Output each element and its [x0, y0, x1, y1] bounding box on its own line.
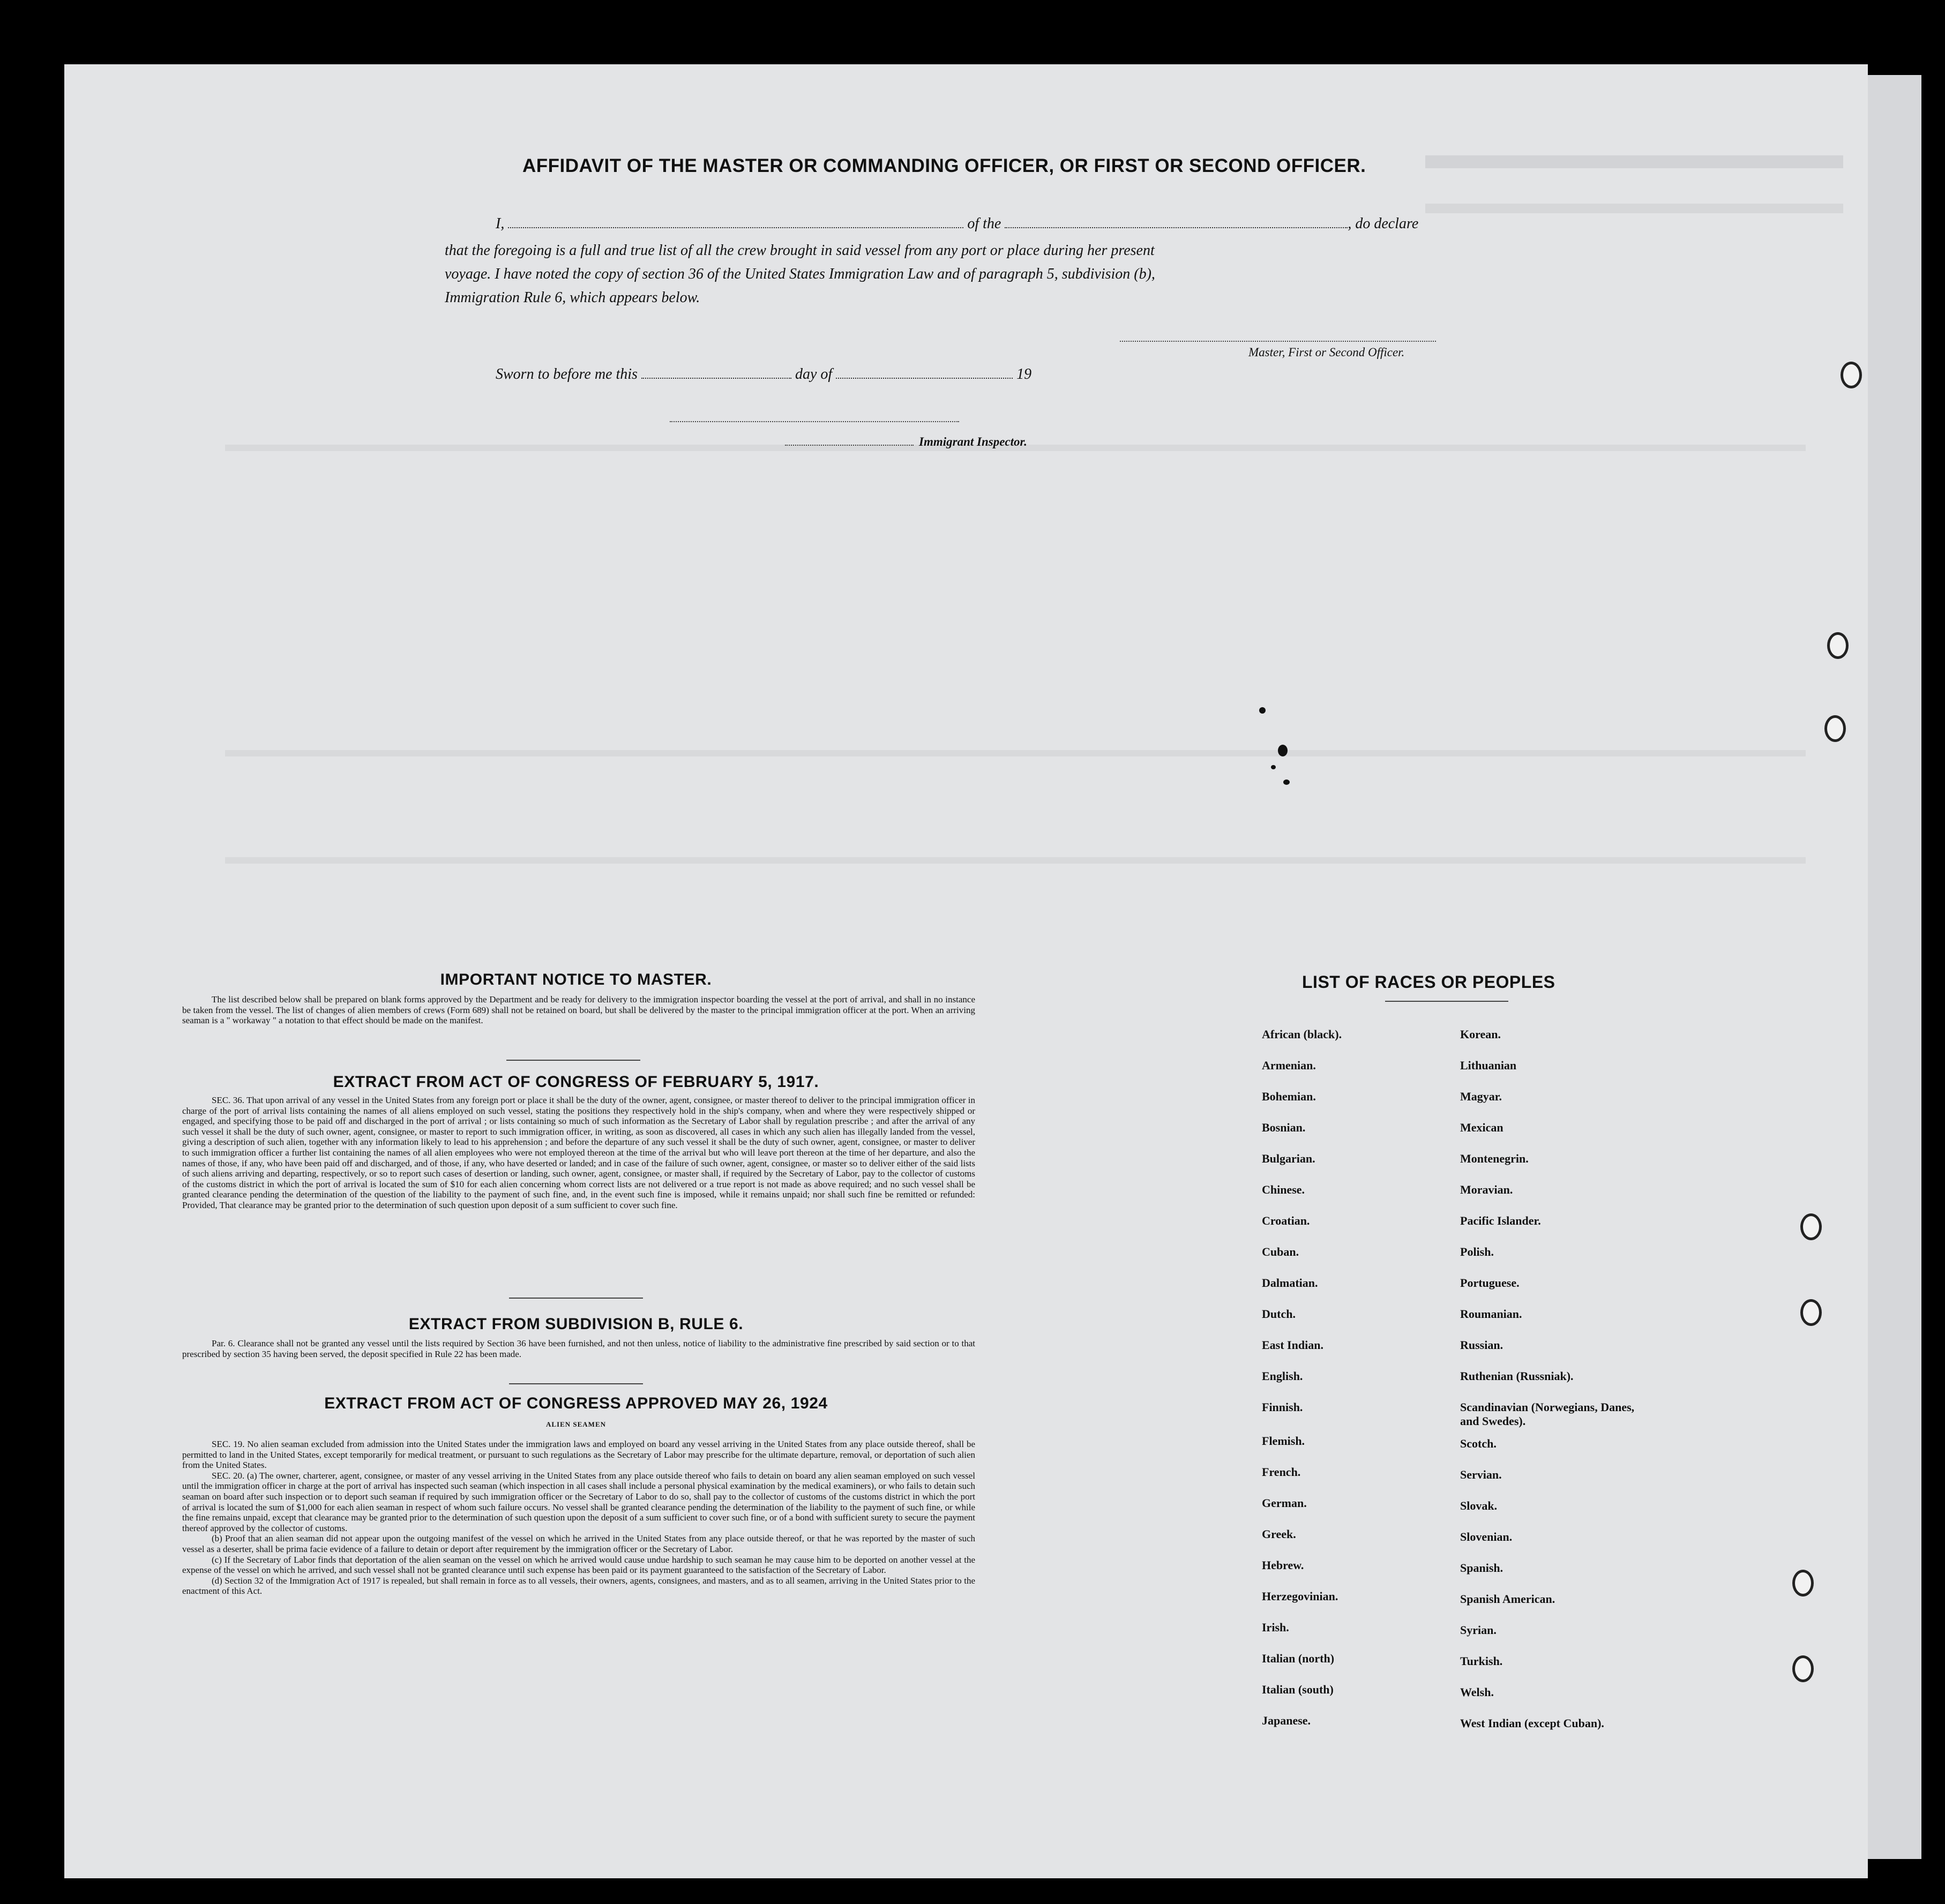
notice-text: The list described below shall be prepared on blank forms approved by the Department and be ready for delivery to the immigration inspector boarding the vessel at the port of arrival, and shall in no instance be taken from the vessel. The list of changes of alien members of crews (Form 689) shall not be retained on board, but shall be delivered by the master to the principal immigration officer at the port. When an arriving seaman is a " workaway " a notation to that effect should be made on the manifest.: [182, 994, 975, 1026]
race-item: English.: [1262, 1369, 1303, 1383]
affidavit-line-4: Immigration Rule 6, which appears below.: [445, 289, 700, 306]
extract-1924-title: EXTRACT FROM ACT OF CONGRESS APPROVED MAY 26, 1924: [324, 1395, 828, 1412]
race-item: Bulgarian.: [1262, 1152, 1315, 1165]
affidavit-line-2: that the foregoing is a full and true list of all the crew brought in said vessel from any port or place during her present: [445, 242, 1155, 259]
sec-20d-text: (d) Section 32 of the Immigration Act of 1917 is repealed, but shall remain in force as to all vessels, their owners, agents, consignees, and masters, and as to all seamen, arriving in the United States prior to the enactment of this Act.: [182, 1575, 975, 1596]
race-item: East Indian.: [1262, 1338, 1323, 1352]
ink-blot: [1259, 707, 1266, 714]
inspector-signature-line-1[interactable]: [670, 421, 959, 422]
race-item: Ruthenian (Russniak).: [1460, 1369, 1574, 1383]
extract-1917-title: EXTRACT FROM ACT OF CONGRESS OF FEBRUARY 5, 1917.: [333, 1073, 819, 1091]
binder-hole: [1800, 1299, 1822, 1326]
race-item: Russian.: [1460, 1338, 1503, 1352]
race-item: Portuguese.: [1460, 1276, 1520, 1290]
race-item: Herzegovinian.: [1262, 1590, 1338, 1603]
race-item: Greek.: [1262, 1527, 1296, 1541]
race-item: Spanish American.: [1460, 1592, 1555, 1606]
sworn-text: Sworn to before me this: [496, 366, 638, 383]
inspector-label: Immigrant Inspector.: [919, 435, 1027, 448]
race-item: Roumanian.: [1460, 1307, 1522, 1321]
ink-blot: [1278, 745, 1288, 756]
binder-hole: [1792, 1570, 1814, 1596]
affidavit-i: I,: [496, 215, 505, 232]
race-item: Cuban.: [1262, 1245, 1299, 1258]
race-item: Welsh.: [1460, 1685, 1494, 1699]
ink-blot: [1283, 779, 1290, 785]
race-item: Servian.: [1460, 1468, 1502, 1481]
race-item: African (black).: [1262, 1028, 1342, 1041]
extract-1917-text: SEC. 36. That upon arrival of any vessel in the United States from any foreign port or place it shall be the duty of the owner, agent, consignee, or master thereof to deliver to the principal immigration officer in charge of the port of arrival lists containing the names of all aliens employed on such vessel, stating the positions they respectively hold in the ship's company, when and where they were respectively shipped or engaged, and specifying those to be paid off and discharged in the port of arrival ; or lists containing so much of such information as the Secretary of Labor shall by regulation prescribe ; and after the arrival of any such vessel it shall be the duty of such owner, agent, consignee, or master to report to such immigration officer, in writing, as soon as discovered, all cases in which any such alien has illegally landed from the vessel, giving a description of such alien, together with any information likely to lead to his apprehension ; and before the departure of any such vessel it shall be the duty of such owner, agent, consignee, or master to deliver to such immigration officer a further list containing the names of all alien employees who were not employed thereon at the time of the arrival but who will leave port thereon at the time of her departure, and also the names of those, if any, who have been paid off and discharged, and of those, if any, who have deserted or landed; and in case of the failure of such owner, agent, consignee, or master so to deliver either of the said lists of such aliens arriving and departing, respectively, or so to report such cases of desertion or landing, such owner, agent, consignee, or master shall, if required by the Secretary of Labor, pay to the collector of customs of the customs district in which the port of arrival is located the sum of $10 for each alien concerning whom correct lists are not delivered or a true report is not made as above required; and no such vessel shall be granted clearance pending the determination of the question of the liability to the payment of such fine, and, in the event such fine is imposed, while it remains unpaid; nor shall such fine be remitted or refunded: Provided, That clearance may be granted prior to the determination of such question upon deposit of a sum sufficient to cover such fine.: [182, 1095, 975, 1210]
race-item: Lithuanian: [1460, 1059, 1517, 1072]
race-item: Scotch.: [1460, 1437, 1497, 1450]
bleed-through-mark: [225, 857, 1806, 864]
race-item: Bohemian.: [1262, 1090, 1316, 1103]
affidavit-title: AFFIDAVIT OF THE MASTER OR COMMANDING OFFICER, OR FIRST OR SECOND OFFICER.: [522, 155, 1366, 176]
race-item: Pacific Islander.: [1460, 1214, 1541, 1227]
race-item: West Indian (except Cuban).: [1460, 1716, 1604, 1730]
page-edge-strip: [1868, 75, 1921, 1859]
ink-blot: [1271, 765, 1276, 769]
race-item: Flemish.: [1262, 1434, 1305, 1448]
race-item: Scandinavian (Norwegians, Danes, and Swedes).: [1460, 1400, 1635, 1428]
race-item: Finnish.: [1262, 1400, 1303, 1414]
race-item: Turkish.: [1460, 1654, 1503, 1668]
race-item: Magyar.: [1460, 1090, 1502, 1103]
race-item: Bosnian.: [1262, 1121, 1306, 1134]
race-item: Croatian.: [1262, 1214, 1310, 1227]
race-item: Hebrew.: [1262, 1558, 1304, 1572]
day-of-text: day of: [795, 366, 833, 383]
binder-hole: [1800, 1213, 1822, 1240]
bleed-through-mark: [1425, 204, 1843, 213]
affidavit-of-the: of the: [967, 215, 1001, 232]
sworn-day-blank[interactable]: [641, 378, 791, 379]
race-item: Syrian.: [1460, 1623, 1497, 1637]
sec-20c-text: (c) If the Secretary of Labor finds that deportation of the alien seaman on the vessel on which he arrived would cause undue hardship to such seaman he may cause him to be deported on another vessel at the expense of the vessel on which he arrived, and such vessel shall not be granted clearance until such expense has been paid or its payment guaranteed to the satisfaction of the Secretary of Labor.: [182, 1554, 975, 1576]
affidavit-declare: do declare: [1355, 215, 1419, 232]
extract-1924-subtitle: ALIEN SEAMEN: [545, 1420, 607, 1428]
divider: [509, 1298, 643, 1299]
master-label: Master, First or Second Officer.: [1248, 346, 1405, 359]
sworn-line: [496, 366, 1031, 383]
race-item: Dutch.: [1262, 1307, 1296, 1321]
race-item: Montenegrin.: [1460, 1152, 1529, 1165]
race-item: Slovak.: [1460, 1499, 1498, 1512]
race-item: Mexican: [1460, 1121, 1503, 1134]
sec-19-text: SEC. 19. No alien seaman excluded from admission into the United States under the immigration laws and employed on board any vessel arriving in the United States from any place outside thereof, shall be permitted to land in the United States, except temporarily for medical treatment, or pursuant to such regulations as the Secretary of Labor may prescribe for the ultimate departure, removal, or deportation of such alien from the United States.: [182, 1439, 975, 1471]
divider: [1385, 1001, 1508, 1002]
binder-hole: [1841, 362, 1862, 388]
divider: [509, 1383, 643, 1384]
binder-hole: [1824, 715, 1846, 742]
race-item: German.: [1262, 1496, 1307, 1510]
binder-hole: [1827, 632, 1849, 659]
race-item: Polish.: [1460, 1245, 1494, 1258]
affidavit-line-1: I, of the , do declare: [496, 215, 1419, 232]
sec-20b-text: (b) Proof that an alien seaman did not appear upon the outgoing manifest of the vessel on which he arrived in the United States from any place outside thereof, or that he was reported by the master of such vessel as a deserter, shall be prima facie evidence of a failure to detain or deport after requirement by the immigration officer or the Secretary of Labor.: [182, 1533, 975, 1554]
race-item: Slovenian.: [1460, 1530, 1513, 1543]
race-item: Japanese.: [1262, 1714, 1311, 1727]
affidavit-line-3: voyage. I have noted the copy of section 36 of the United States Immigration Law and of paragraph 5, subdivision (b),: [445, 266, 1155, 282]
divider: [506, 1060, 640, 1061]
extract-rule6-title: EXTRACT FROM SUBDIVISION B, RULE 6.: [408, 1315, 744, 1333]
race-item: Chinese.: [1262, 1183, 1305, 1196]
year-prefix: 19: [1016, 366, 1032, 383]
race-item: Armenian.: [1262, 1059, 1316, 1072]
race-item: Moravian.: [1460, 1183, 1513, 1196]
sworn-month-blank[interactable]: [836, 378, 1013, 379]
vessel-blank[interactable]: [1005, 227, 1348, 228]
bleed-through-mark: [1425, 155, 1843, 168]
race-item: Italian (north): [1262, 1652, 1335, 1665]
race-item: Spanish.: [1460, 1561, 1503, 1575]
extract-1924-body: [182, 1439, 975, 1596]
race-item: Irish.: [1262, 1621, 1289, 1634]
name-blank[interactable]: [508, 227, 963, 228]
binder-hole: [1792, 1655, 1814, 1682]
race-item: Korean.: [1460, 1028, 1501, 1041]
races-right-column: [1460, 1028, 1760, 1735]
race-item: French.: [1262, 1465, 1301, 1479]
bleed-through-mark: [225, 750, 1806, 756]
inspector-signature-line-2[interactable]: [785, 445, 914, 446]
races-title: LIST OF RACES OR PEOPLES: [1302, 972, 1555, 992]
race-item: Dalmatian.: [1262, 1276, 1318, 1290]
sec-20a-text: SEC. 20. (a) The owner, charterer, agent, consignee, or master of any vessel arriving in the United States from any place outside thereof who fails to detain on board any alien seaman employed on such vessel until the immigration officer in charge at the port of arrival has inspected such seaman (which inspection in all cases shall include a personal physical examination by the medical examiners), or who fails to detain such seaman on board after such inspection or to deport such seaman if required by such immigration officer or the Secretary of Labor to do so, shall pay to the collector of customs of the customs district in which the port of arrival is located the sum of $1,000 for each alien seaman in respect of whom such failure occurs. No vessel shall be granted clearance pending the determination of the liability to the payment of such fine, or while the fine remains unpaid, except that clearance may be granted prior to the determination of such question upon the deposit of a sum sufficient to cover such fine, or of a bond with sufficient surety to secure the payment thereof approved by the collector of customs.: [182, 1470, 975, 1533]
notice-title: IMPORTANT NOTICE TO MASTER.: [440, 971, 712, 988]
extract-rule6-text: Par. 6. Clearance shall not be granted any vessel until the lists required by Section 36 have been furnished, and not then unless, notice of liability to the administrative fine prescribed by said section or to that prescribed by section 35 having been served, the deposit specified in Rule 22 has been made.: [182, 1338, 975, 1359]
master-signature-line[interactable]: [1120, 341, 1436, 342]
race-item: Italian (south): [1262, 1683, 1334, 1696]
